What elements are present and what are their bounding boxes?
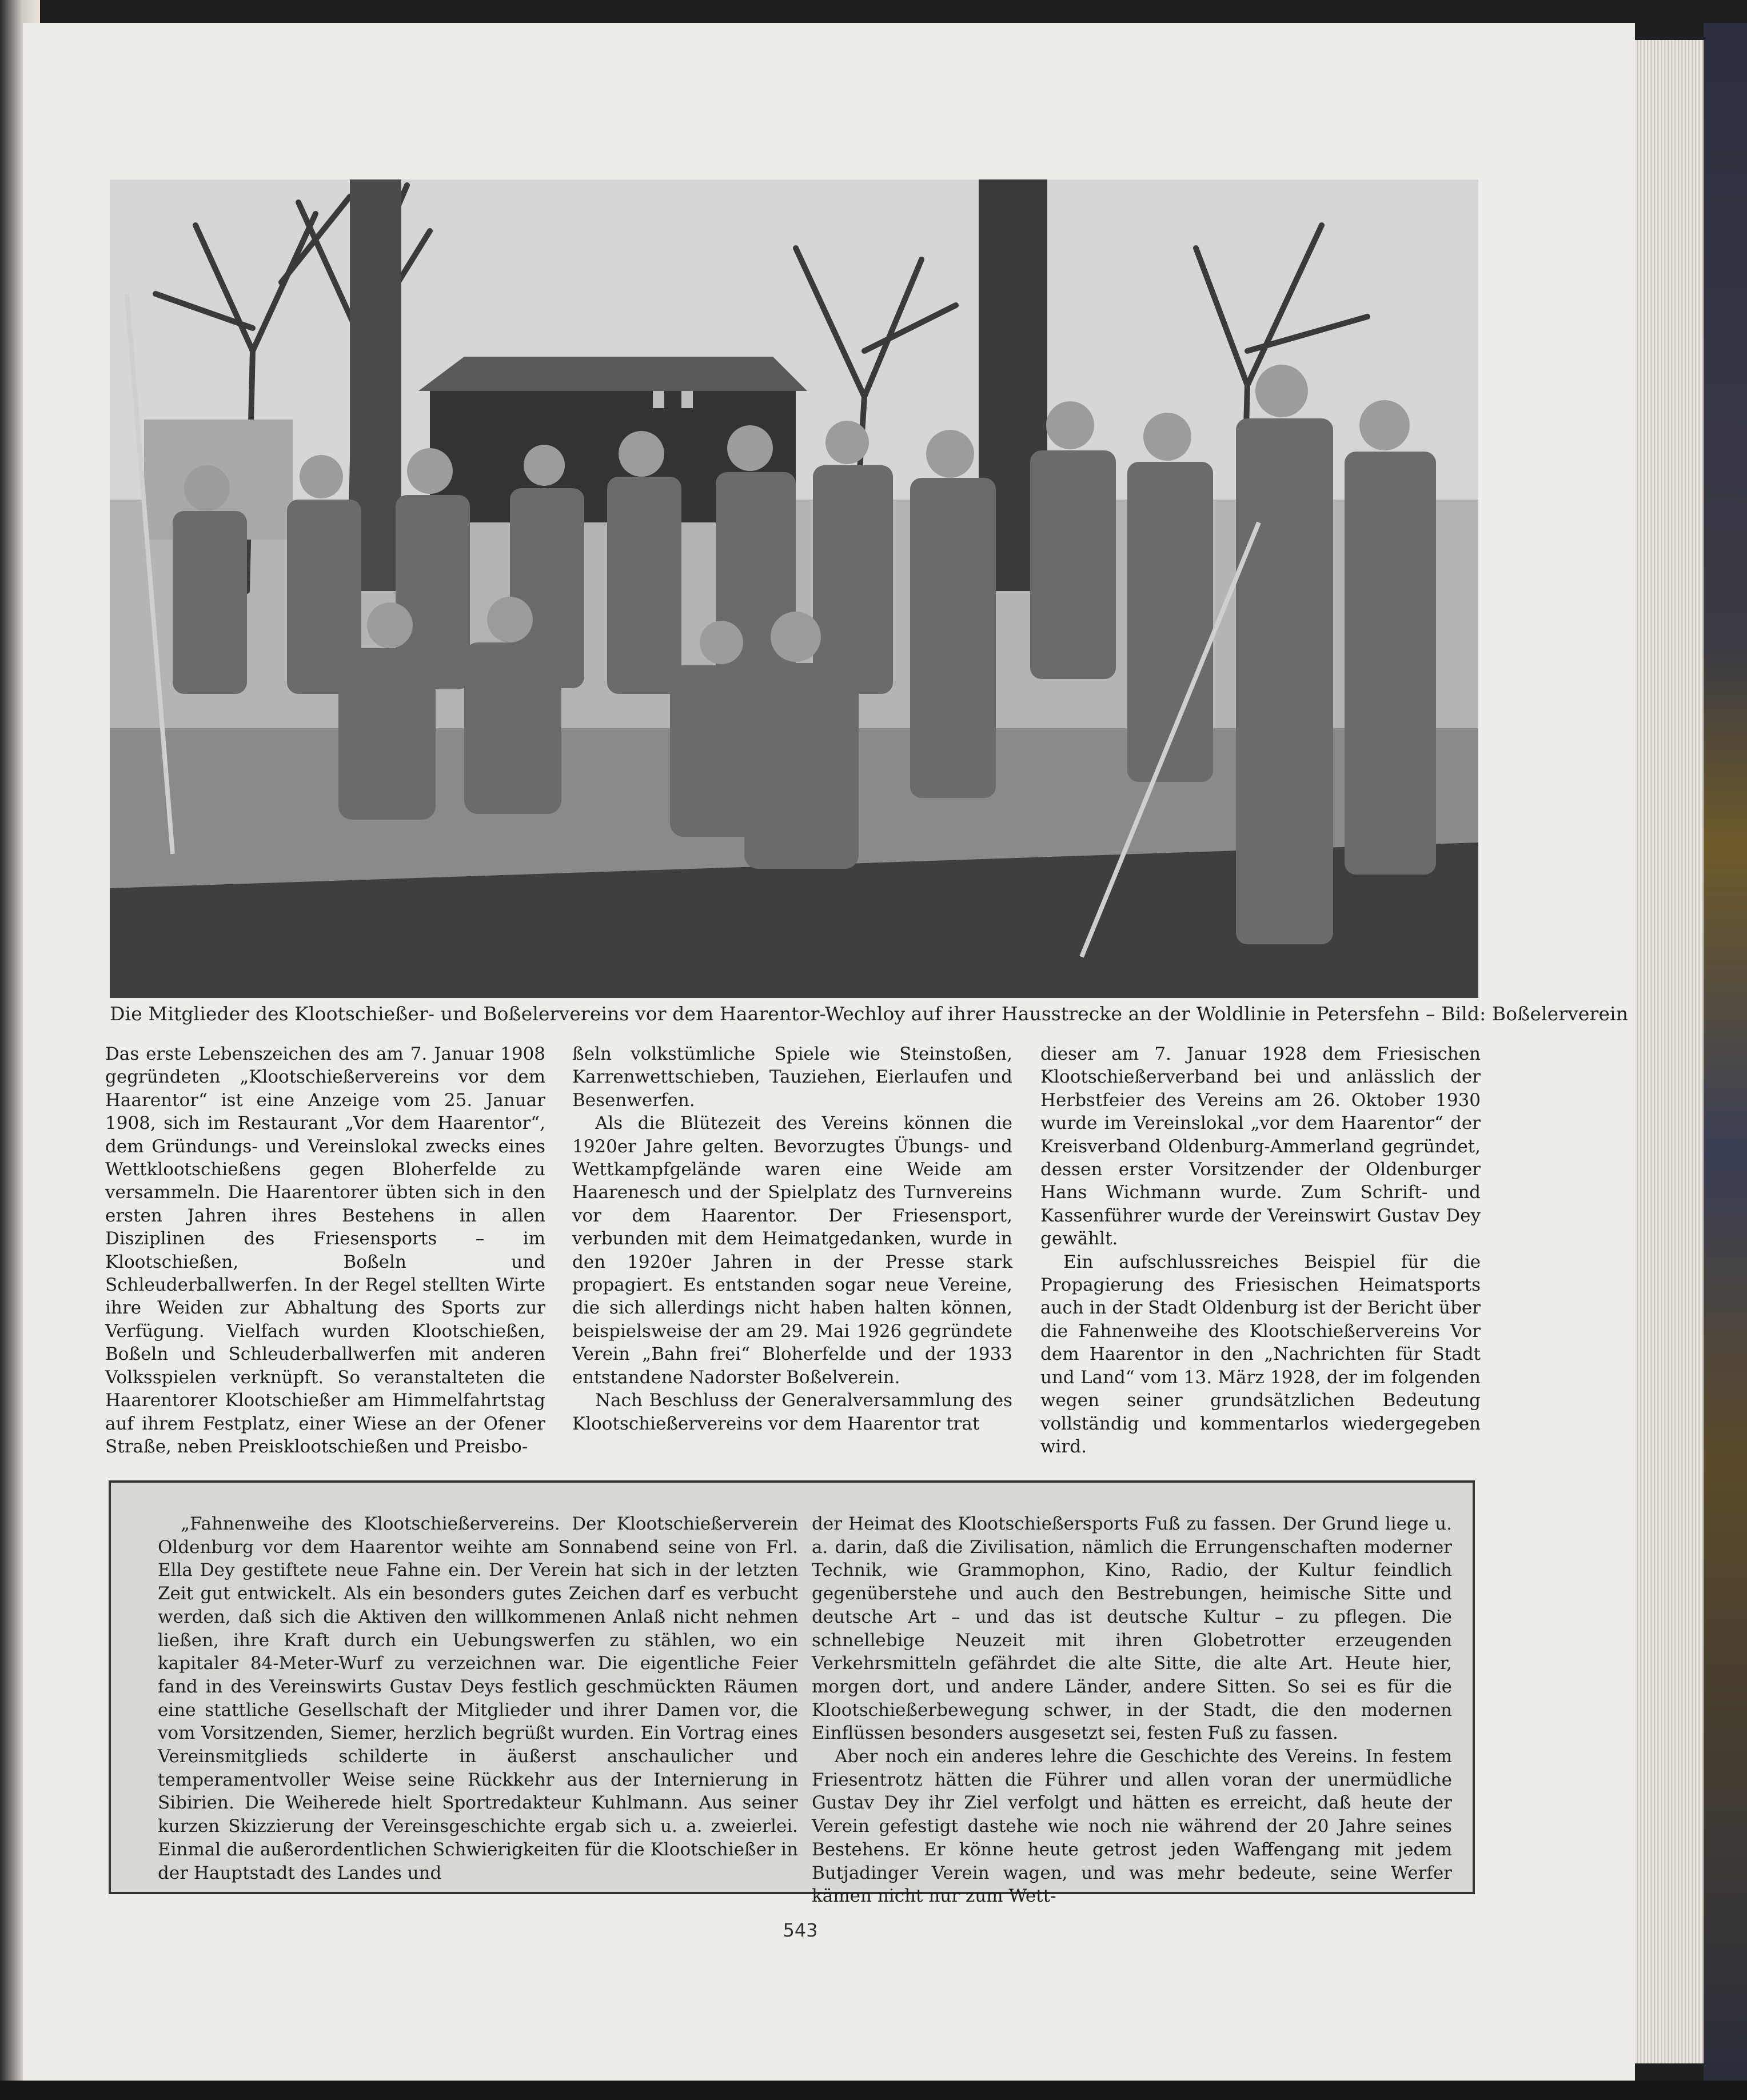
quote-paragraph: Aber noch ein anderes lehre die Geschichte des Vereins. In festem Friesentrotz hätten die Führer und allen voran der unermüdliche Gustav Dey ihr Ziel verfolgt und hätten es erreicht, daß heute der Verein gefestigt dastehe wie noch nie während der 20 Jahre seines Bestehens. Er könne heute getrost jeden Waffengang mit jedem Butjadinger Verein wagen, und was mehr bedeute, seine Werfer kämen nicht nur zum Wett- (812, 1746, 1452, 1907)
paragraph: ßeln volkstümliche Spiele wie Steinstoßen, Karrenwettschieben, Tauziehen, Eierlaufen und Besenwerfen. (572, 1044, 1012, 1111)
photo-caption: Die Mitglieder des Klootschießer- und Boßelervereins vor dem Haarentor-Wechloy auf ihrer Hausstrecke an der Woldlinie in Petersfehn – Bild: Boßelerverein (110, 1003, 1629, 1025)
paragraph: Das erste Lebenszeichen des am 7. Januar 1908 gegründeten „Klootschießervereins vor dem Haarentor“ ist eine Anzeige vom 25. Januar 1908, sich im Restaurant „Vor dem Haarentor“, dem Gründungs- und Vereinslokal zwecks eines Wettklootschießens gegen Bloherfelde zu versammeln. Die Haarentorer übten sich in den ersten Jahren ihres Bestehens in allen Disziplinen des Friesensports – im Klootschießen, Boßeln und Schleuderballwerfen. In der Regel stellten Wirte ihre Weiden zur Abhaltung des Sports zur Verfügung. Vielfach wurden Klootschießen, Boßeln und Schleuderballwerfen mit anderen Volksspielen verknüpft. So veranstalteten die Haarentorer Klootschießer am Himmelfahrtstag auf ihrem Festplatz, einer Wiese an der Ofener Straße, neben Preisklootschießen und Preisbo- (105, 1044, 545, 1457)
book-cover-edge (1704, 23, 1747, 2081)
paragraph: Ein aufschlussreiches Beispiel für die Propagierung des Friesischen Heimatsports auch in der Stadt Oldenburg ist der Bericht über die Fahnenweihe des Klootschießervereins Vor dem Haarentor in den „Nachrichten für Stadt und Land“ vom 13. März 1928, der im folgenden wegen seiner grundsätzlichen Bedeutung vollständig und kommentarlos wiedergegeben wird. (1040, 1251, 1481, 1457)
text-column-1 (105, 1043, 545, 1458)
paragraph: dieser am 7. Januar 1928 dem Friesischen Klootschießerverband bei und anlässlich der Herbstfeier des Vereins am 26. Oktober 1930 wurde im Vereinslokal „vor dem Haarentor“ der Kreisverband Oldenburg-Ammerland gegründet, dessen erster Vorsitzender der Oldenburger Hans Wichmann wurde. Zum Schrift- und Kassenführer wurde der Vereinswirt Gustav Dey gewählt. (1040, 1044, 1481, 1249)
paragraph: Nach Beschluss der Generalversammlung des Klootschießervereins vor dem Haarentor trat (572, 1390, 1012, 1434)
text-column-3 (1040, 1043, 1481, 1458)
quoted-article-box (109, 1480, 1475, 1907)
quote-paragraph: der Heimat des Klootschießersports Fuß zu fassen. Der Grund liege u. a. darin, daß die Zivilisation, nämlich die Errungenschaften moderner Technik, wie Grammophon, Kino, Radio, der Kultur feindlich gegenüberstehe und auch den Bestrebungen, heimische Sitte und deutsche Art – und das ist deutsche Kultur – zu pflegen. Die schnellebige Neuzeit mit ihren Globetrotter erzeugenden Verkehrsmitteln gefährdet die alte Sitte, die alte Art. Heute hier, morgen dort, und andere Länder, andere Sitten. So sei es für die Klootschießerbewegung schwer, in der Stadt, die den modernen Einflüssen besonders ausgesetzt sei, festen Fuß zu fassen. (812, 1514, 1452, 1744)
background-strip (0, 2081, 1747, 2100)
quote-column-left (158, 1512, 798, 1885)
paragraph: Als die Blütezeit des Vereins können die 1920er Jahre gelten. Bevorzugtes Übungs- und Wettkampfgelände waren eine Weide am Haarenesch und der Spielplatz des Turnvereins vor dem Haarentor. Der Friesensport, verbunden mit dem Heimatgedanken, wurde in den 1920er Jahren in der Presse stark propagiert. Es entstanden sogar neue Vereine, die sich allerdings nicht haben halten können, beispielsweise der am 29. Mai 1926 gegründete Verein „Bahn frei“ Bloherfelde und der 1933 entstandene Nadorster Boßelverein. (572, 1113, 1012, 1388)
page-number: 543 (783, 1919, 818, 1941)
group-photo (110, 179, 1478, 998)
page-edges (1635, 40, 1704, 2063)
quote-column-right (812, 1512, 1452, 1908)
text-column-2 (572, 1043, 1012, 1435)
quote-paragraph: „Fahnenweihe des Klootschießervereins. Der Klootschießerverein Oldenburg vor dem Haarentor weihte am Sonnabend seine von Frl. Ella Dey gestiftete neue Fahne ein. Der Verein hat sich in der letzten Zeit gut entwickelt. Als ein besonders gutes Zeichen darf es verbucht werden, daß sich die Aktiven den willkommenen Anlaß nicht nehmen ließen, ihre Kraft durch ein Uebungswerfen zu stählen, wo ein kapitaler 84-Meter-Wurf zu verzeichnen war. Die eigentliche Feier fand in des Vereinswirts Gustav Deys festlich geschmückten Räumen eine stattliche Gesellschaft der Mitglieder und ihrer Damen vor, die vom Vorsitzenden, Siemer, herzlich begrüßt wurden. Ein Vortrag eines Vereinsmitglieds schilderte in äußerst anschaulicher und temperamentvoller Weise seine Rückkehr aus der Internierung in Sibirien. Die Weiherede hielt Sportredakteur Kuhlmann. Aus seiner kurzen Skizzierung der Vereinsgeschichte ergab sich u. a. zweierlei. Einmal die außerordentlichen Schwierigkeiten für die Klootschießer in der Hauptstadt des Landes und (158, 1514, 798, 1883)
photo-illustration (110, 179, 1478, 998)
